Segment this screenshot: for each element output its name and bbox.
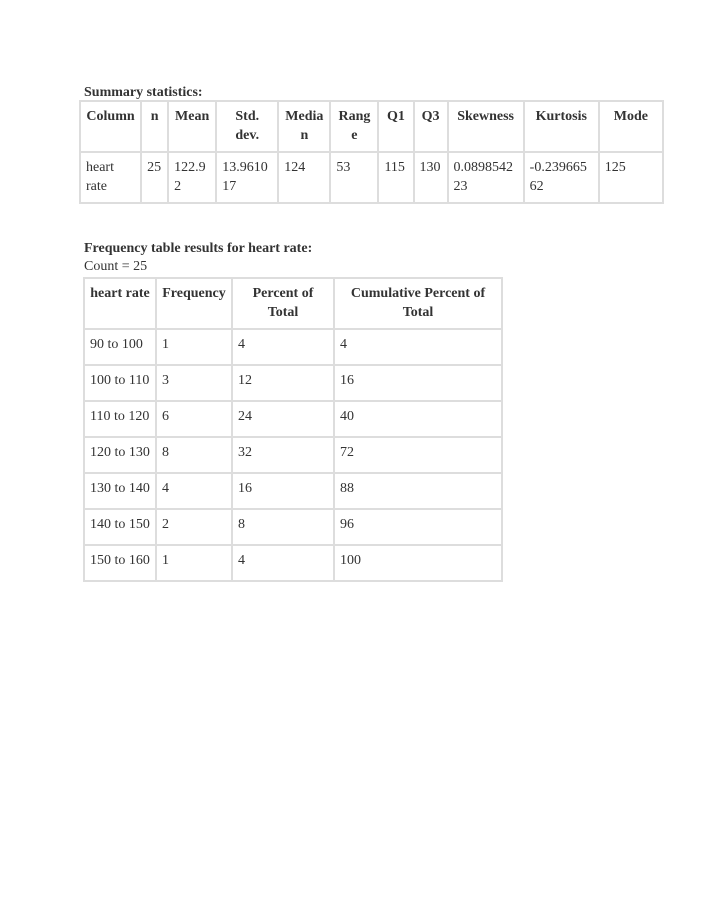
- header-mode: Mode: [599, 101, 663, 152]
- cell-frequency: 2: [156, 509, 232, 545]
- header-q1: Q1: [378, 101, 413, 152]
- cell-column: heart rate: [80, 152, 141, 203]
- cell-frequency: 4: [156, 473, 232, 509]
- table-row: [84, 509, 502, 545]
- table-row: [84, 437, 502, 473]
- cell-heart-rate: 100 to 110: [84, 365, 156, 401]
- frequency-title: Frequency table results for heart rate:: [84, 241, 313, 256]
- header-median: Median: [278, 101, 330, 152]
- cell-frequency: 1: [156, 329, 232, 365]
- count-label: Count = 25: [84, 259, 148, 274]
- cell-heart-rate: 90 to 100: [84, 329, 156, 365]
- cell-cumulative: 100: [334, 545, 502, 581]
- cell-cumulative: 4: [334, 329, 502, 365]
- table-row: [84, 365, 502, 401]
- cell-frequency: 8: [156, 437, 232, 473]
- cell-heart-rate: 140 to 150: [84, 509, 156, 545]
- cell-n: 25: [141, 152, 168, 203]
- cell-range: 53: [330, 152, 378, 203]
- header-skewness: Skewness: [448, 101, 524, 152]
- cell-percent: 8: [232, 509, 334, 545]
- cell-percent: 12: [232, 365, 334, 401]
- header-mean: Mean: [168, 101, 216, 152]
- cell-mode: 125: [599, 152, 663, 203]
- cell-heart-rate: 130 to 140: [84, 473, 156, 509]
- cell-heart-rate: 120 to 130: [84, 437, 156, 473]
- summary-header-row: [80, 101, 663, 152]
- cell-std-dev: 13.961017: [216, 152, 278, 203]
- header-q3: Q3: [414, 101, 448, 152]
- table-row: [84, 329, 502, 365]
- header-n: n: [141, 101, 168, 152]
- cell-cumulative: 72: [334, 437, 502, 473]
- cell-q1: 115: [378, 152, 413, 203]
- table-row: [84, 401, 502, 437]
- header-frequency: Frequency: [156, 278, 232, 329]
- summary-statistics-table: [79, 100, 664, 204]
- cell-cumulative: 88: [334, 473, 502, 509]
- cell-q3: 130: [414, 152, 448, 203]
- frequency-table: [83, 277, 503, 582]
- cell-frequency: 3: [156, 365, 232, 401]
- cell-heart-rate: 110 to 120: [84, 401, 156, 437]
- cell-frequency: 6: [156, 401, 232, 437]
- cell-mean: 122.92: [168, 152, 216, 203]
- cell-median: 124: [278, 152, 330, 203]
- header-column: Column: [80, 101, 141, 152]
- cell-kurtosis: -0.23966562: [524, 152, 599, 203]
- header-heart-rate: heart rate: [84, 278, 156, 329]
- cell-percent: 16: [232, 473, 334, 509]
- cell-percent: 4: [232, 545, 334, 581]
- cell-cumulative: 40: [334, 401, 502, 437]
- cell-percent: 24: [232, 401, 334, 437]
- table-row: [84, 473, 502, 509]
- header-kurtosis: Kurtosis: [524, 101, 599, 152]
- cell-cumulative: 16: [334, 365, 502, 401]
- table-row: [84, 545, 502, 581]
- cell-percent: 32: [232, 437, 334, 473]
- header-cumulative-percent: Cumulative Percent of Total: [334, 278, 502, 329]
- cell-frequency: 1: [156, 545, 232, 581]
- table-row: [80, 152, 663, 203]
- cell-heart-rate: 150 to 160: [84, 545, 156, 581]
- header-percent-of-total: Percent of Total: [232, 278, 334, 329]
- frequency-header-row: [84, 278, 502, 329]
- cell-percent: 4: [232, 329, 334, 365]
- cell-skewness: 0.089854223: [448, 152, 524, 203]
- header-range: Range: [330, 101, 378, 152]
- summary-title: Summary statistics:: [84, 85, 203, 100]
- cell-cumulative: 96: [334, 509, 502, 545]
- header-std-dev: Std. dev.: [216, 101, 278, 152]
